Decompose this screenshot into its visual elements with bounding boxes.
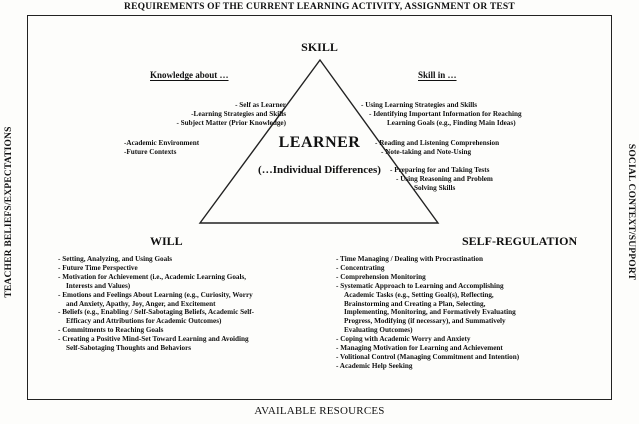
learner-title: LEARNER: [278, 134, 361, 151]
list-item: - Using Learning Strategies and Skills: [361, 101, 478, 109]
list-item: Academic Tasks (e.g., Setting Goal(s), Reflecting,: [344, 290, 494, 299]
list-item: -Future Contexts: [124, 147, 177, 156]
list-item: - Coping with Academic Worry and Anxiety: [336, 335, 471, 344]
list-item: - Concentrating: [336, 263, 385, 272]
list-item: Implementing, Monitoring, and Formatively Evaluating: [344, 308, 516, 317]
list-item: - Managing Motivation for Learning and Achievement: [336, 344, 503, 353]
skill-in-heading: Skill in …: [418, 70, 457, 80]
list-item: - Reading and Listening Comprehension: [375, 139, 500, 147]
list-item: - Systematic Approach to Learning and Accomplishing: [336, 281, 504, 290]
right-label: SOCIAL CONTEXT/SUPPORT: [626, 143, 636, 281]
list-item: - Identifying Important Information for Reaching: [369, 109, 522, 118]
top-label: REQUIREMENTS OF THE CURRENT LEARNING ACTIVITY, ASSIGNMENT OR TEST: [124, 2, 515, 12]
list-item: and Anxiety, Apathy, Joy, Anger, and Excitement: [66, 299, 216, 308]
list-item: Progress, Modifying (if necessary), and Summatively: [344, 317, 506, 326]
list-item: Learning Goals (e.g., Finding Main Ideas): [387, 118, 516, 127]
list-item: - Commitments to Reaching Goals: [58, 326, 164, 335]
list-item: - Beliefs (e.g., Enabling / Self-Sabotaging Beliefs, Academic Self-: [58, 308, 255, 317]
list-item: - Self as Learner: [235, 101, 286, 109]
list-item: Efficacy and Attributions for Academic Outcomes): [66, 317, 222, 326]
list-item: -Learning Strategies and Skills: [191, 109, 286, 118]
list-item: - Motivation for Achievement (i.e., Academic Learning Goals,: [58, 272, 247, 281]
list-item: Evaluating Outcomes): [344, 326, 413, 335]
list-item: - Setting, Analyzing, and Using Goals: [58, 255, 173, 263]
left-label: TEACHER BELIEFS/EXPECTATIONS: [4, 126, 14, 298]
list-item: -Academic Environment: [124, 139, 200, 147]
list-item: - Preparing for and Taking Tests: [390, 166, 490, 174]
will-list: [58, 255, 254, 353]
list-item: Self-Sabotaging Thoughts and Behaviors: [66, 344, 192, 353]
skill-title: SKILL: [301, 40, 338, 54]
list-item: Solving Skills: [414, 183, 456, 192]
self-regulation-list: [336, 255, 519, 371]
self-regulation-title: SELF-REGULATION: [462, 234, 578, 248]
list-item: - Subject Matter (Prior Knowledge): [176, 118, 286, 127]
list-item: - Future Time Perspective: [58, 263, 138, 272]
will-title: WILL: [150, 234, 183, 248]
list-item: - Emotions and Feelings About Learning (e.g., Curiosity, Worry: [58, 290, 253, 299]
list-item: - Note-taking and Note-Using: [381, 147, 472, 156]
skill-in-list-a: [361, 101, 522, 128]
list-item: Brainstorming and Creating a Plan, Selecting,: [344, 299, 486, 308]
knowledge-list-top: [176, 101, 286, 128]
list-item: - Volitional Control (Managing Commitment and Intention): [336, 352, 520, 361]
list-item: Interests and Values): [66, 281, 131, 290]
knowledge-about-heading: Knowledge about …: [150, 70, 229, 80]
list-item: - Academic Help Seeking: [336, 361, 413, 370]
list-item: - Time Managing / Dealing with Procrastination: [336, 255, 483, 263]
list-item: - Using Reasoning and Problem: [396, 174, 493, 183]
list-item: - Comprehension Monitoring: [336, 272, 426, 281]
learner-subtitle: (…Individual Differences): [258, 164, 381, 176]
list-item: - Creating a Positive Mind-Set Toward Learning and Avoiding: [58, 335, 249, 344]
bottom-label: AVAILABLE RESOURCES: [254, 405, 385, 417]
